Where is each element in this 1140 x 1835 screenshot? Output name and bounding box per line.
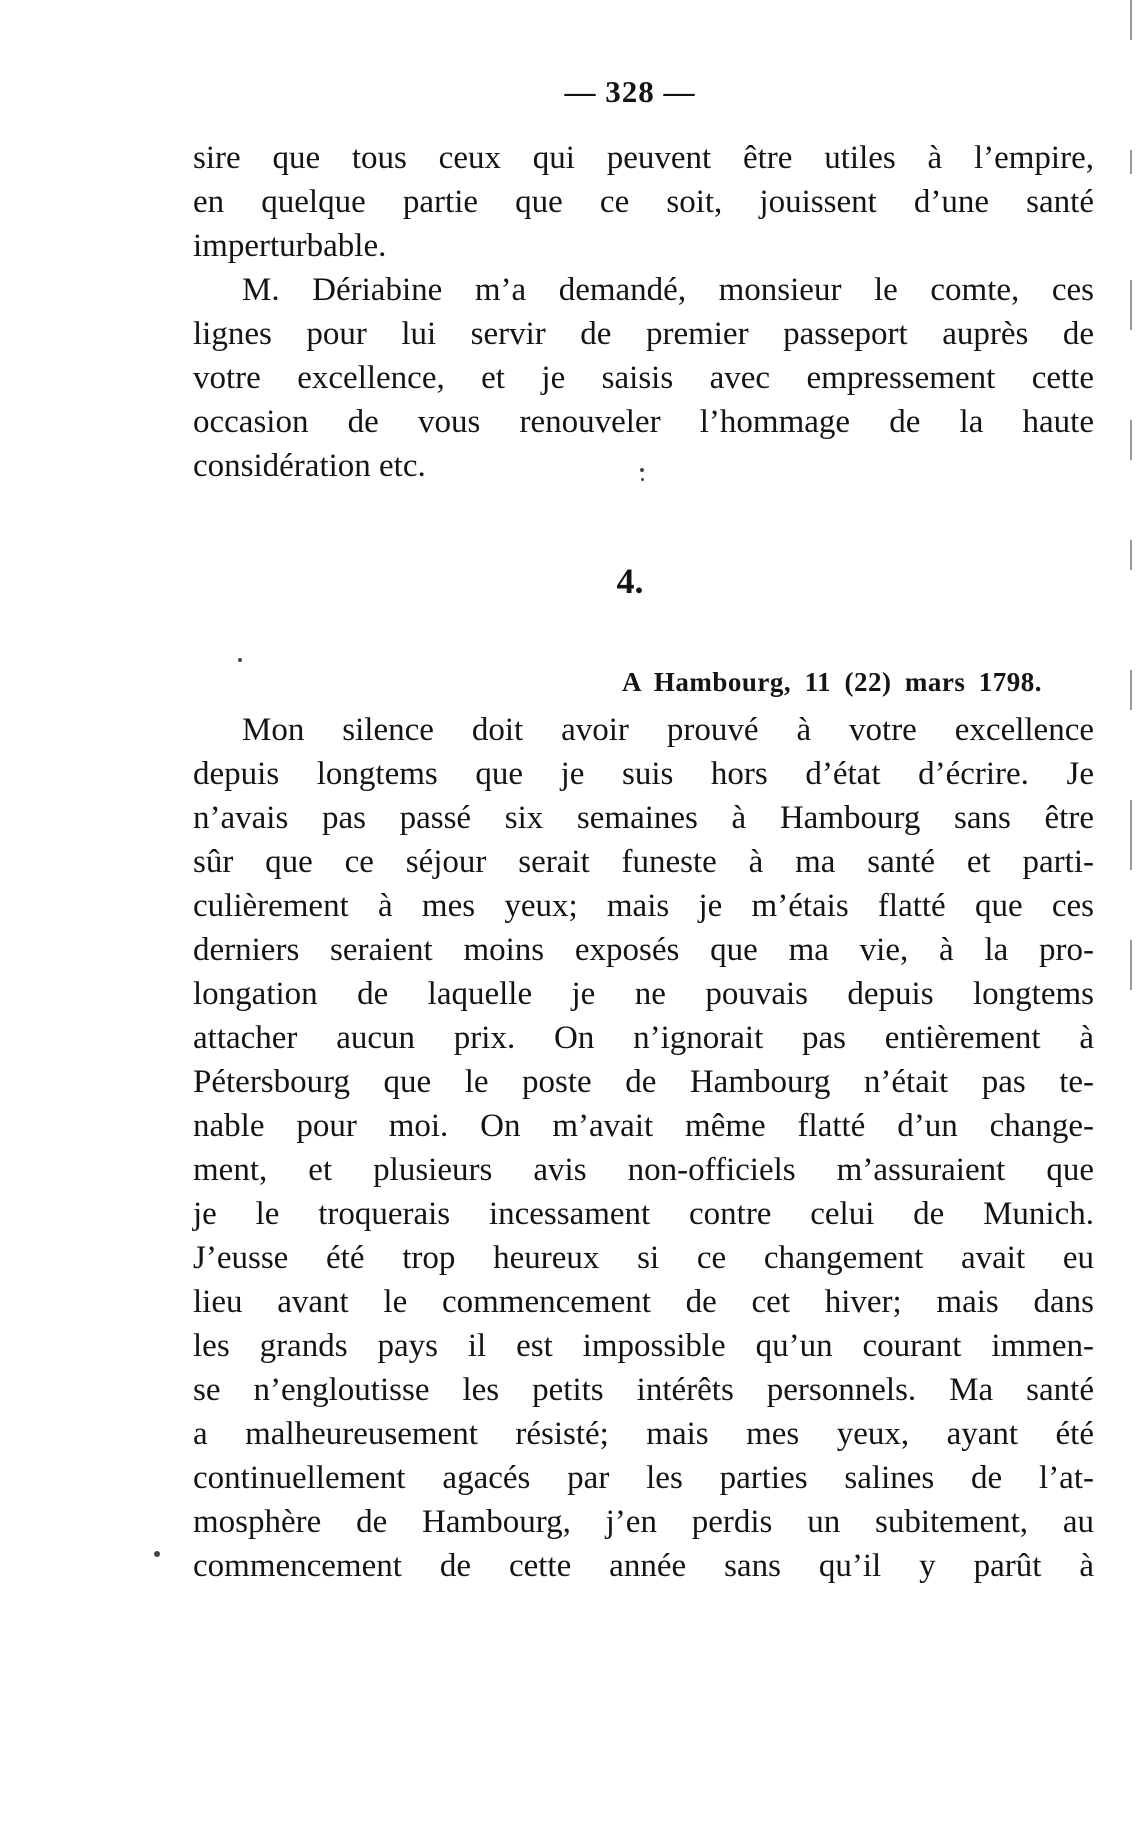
text-line: continuellement agacés par les parties salines de l’at- xyxy=(193,1460,1094,1496)
text-line: ment, et plusieurs avis non-officiels m’assuraient que xyxy=(193,1152,1094,1188)
text-line: derniers seraient moins exposés que ma vie, à la pro- xyxy=(193,932,1094,968)
text-line: lieu avant le commencement de cet hiver; mais dans xyxy=(193,1284,1094,1320)
scan-edge-mark xyxy=(1130,0,1132,40)
text-line: occasion de vous renouveler l’hommage de la haute xyxy=(193,404,1094,440)
text-line: se n’engloutisse les petits intérêts personnels. Ma santé xyxy=(193,1372,1094,1408)
scan-speck xyxy=(640,468,644,472)
scan-edge-mark xyxy=(1130,280,1132,330)
scan-speck xyxy=(641,478,644,481)
scan-speck xyxy=(154,1551,160,1557)
text-line: M. Dériabine m’a demandé, monsieur le comte, ces xyxy=(242,272,1094,308)
text-line: n’avais pas passé six semaines à Hambourg sans être xyxy=(193,800,1094,836)
text-line: en quelque partie que ce soit, jouissent d’une santé xyxy=(193,184,1094,220)
text-line: mosphère de Hambourg, j’en perdis un subitement, au xyxy=(193,1504,1094,1540)
text-line: imperturbable. xyxy=(193,228,387,264)
text-line: attacher aucun prix. On n’ignorait pas entièrement à xyxy=(193,1020,1094,1056)
scan-edge-mark xyxy=(1130,150,1132,174)
scan-edge-mark xyxy=(1130,940,1132,990)
scan-speck xyxy=(238,658,242,662)
scan-edge-mark xyxy=(1130,670,1132,710)
text-line: culièrement à mes yeux; mais je m’étais flatté que ces xyxy=(193,888,1094,924)
text-line: depuis longtems que je suis hors d’état d’écrire. Je xyxy=(193,756,1094,792)
text-line: sûr que ce séjour serait funeste à ma santé et parti- xyxy=(193,844,1094,880)
text-line: J’eusse été trop heureux si ce changement avait eu xyxy=(193,1240,1094,1276)
text-line: commencement de cette année sans qu’il y parût à xyxy=(193,1548,1094,1584)
text-line: considération etc. xyxy=(193,448,426,484)
text-line: lignes pour lui servir de premier passeport auprès de xyxy=(193,316,1094,352)
text-line: votre excellence, et je saisis avec empressement cette xyxy=(193,360,1094,396)
text-line: je le troquerais incessament contre celui de Munich. xyxy=(193,1196,1094,1232)
scan-edge-mark xyxy=(1130,420,1132,460)
text-line: longation de laquelle je ne pouvais depuis longtems xyxy=(193,976,1094,1012)
text-line: a malheureusement résisté; mais mes yeux, ayant été xyxy=(193,1416,1094,1452)
page-number: — 328 — xyxy=(564,74,696,109)
letter-dateline: A Hambourg, 11 (22) mars 1798. xyxy=(622,667,1042,697)
scan-edge-mark xyxy=(1130,800,1132,870)
text-line: les grands pays il est impossible qu’un courant immen- xyxy=(193,1328,1094,1364)
scan-edge-mark xyxy=(1130,540,1132,570)
letter-number: 4. xyxy=(616,561,644,601)
text-line: sire que tous ceux qui peuvent être utiles à l’empire, xyxy=(193,140,1094,176)
text-line: Pétersbourg que le poste de Hambourg n’était pas te- xyxy=(193,1064,1094,1100)
text-line: nable pour moi. On m’avait même flatté d’un change- xyxy=(193,1108,1094,1144)
text-line: Mon silence doit avoir prouvé à votre excellence xyxy=(242,712,1094,748)
